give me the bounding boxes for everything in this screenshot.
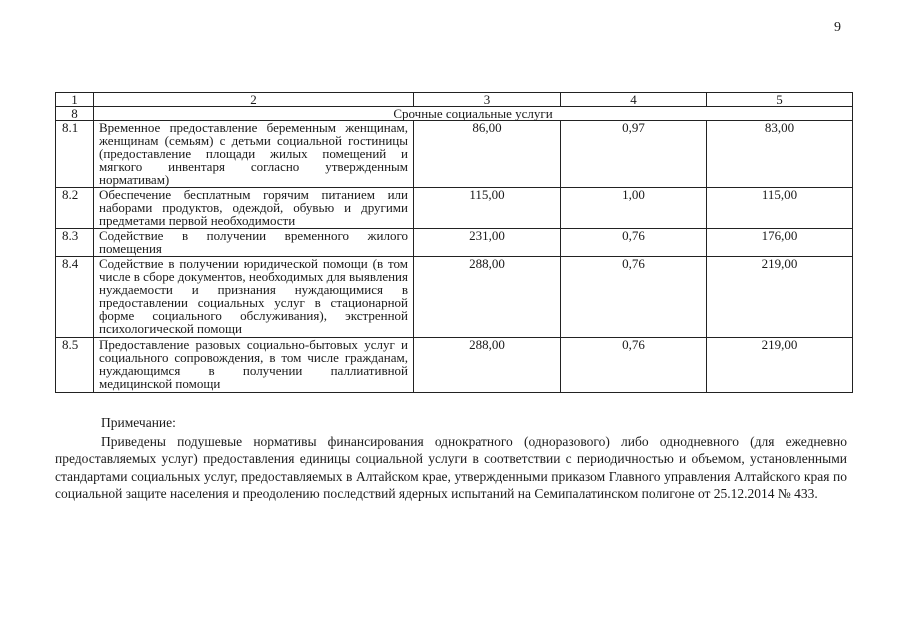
table-row	[56, 229, 853, 257]
value-col5: 83,00	[707, 121, 853, 188]
row-number: 8.2	[56, 188, 94, 229]
row-number: 8.1	[56, 121, 94, 188]
value-col5: 219,00	[707, 257, 853, 338]
header-cell: 3	[414, 93, 561, 107]
table-row	[56, 121, 853, 188]
header-cell: 2	[94, 93, 414, 107]
service-name: Временное предоставление беременным женщинам, женщинам (семьям) с детьми социальной гостиницы (предоставление площади жилых помещений и мягкого инвентаря согласно утвержденным нормативам)	[94, 121, 414, 188]
norms-table	[55, 92, 853, 393]
header-cell: 5	[707, 93, 853, 107]
value-col4: 0,76	[561, 257, 707, 338]
service-name: Предоставление разовых социально-бытовых услуг и социального сопровождения, в том числе гражданам, нуждающимся в получении паллиативной медицинской помощи	[94, 338, 414, 393]
value-col5: 219,00	[707, 338, 853, 393]
table-row	[56, 188, 853, 229]
value-col3: 288,00	[414, 338, 561, 393]
header-cell: 1	[56, 93, 94, 107]
page-number: 9	[834, 20, 841, 35]
row-number: 8.4	[56, 257, 94, 338]
value-col4: 1,00	[561, 188, 707, 229]
note-block	[55, 414, 847, 503]
service-name: Обеспечение бесплатным горячим питанием или наборами продуктов, одеждой, обувью и другими предметами первой необходимости	[94, 188, 414, 229]
note-body: Приведены подушевые нормативы финансирования однократного (одноразового) либо однодневного (для ежедневно предоставляемых услуг) предоставления единицы социальной услуги в соответствии с периодичностью и объемом, установленными стандартами социальных услуг, предоставляемых в Алтайском крае, утвержденными приказом Главного управления Алтайского края по социальной защите населения и преодолению последствий ядерных испытаний на Семипалатинском полигоне от 25.12.2014 № 433.	[55, 433, 847, 501]
row-number: 8.5	[56, 338, 94, 393]
value-col4: 0,76	[561, 338, 707, 393]
table-row	[56, 257, 853, 338]
section-row	[56, 107, 853, 121]
value-col5: 115,00	[707, 188, 853, 229]
header-cell: 4	[561, 93, 707, 107]
service-name: Содействие в получении временного жилого помещения	[94, 229, 414, 257]
table-header-row	[56, 93, 853, 107]
table-row	[56, 338, 853, 393]
value-col5: 176,00	[707, 229, 853, 257]
row-number: 8.3	[56, 229, 94, 257]
value-col3: 231,00	[414, 229, 561, 257]
value-col3: 288,00	[414, 257, 561, 338]
value-col3: 86,00	[414, 121, 561, 188]
note-title: Примечание:	[101, 415, 176, 430]
value-col4: 0,97	[561, 121, 707, 188]
section-title: Срочные социальные услуги	[94, 107, 853, 121]
section-number: 8	[56, 107, 94, 121]
value-col3: 115,00	[414, 188, 561, 229]
value-col4: 0,76	[561, 229, 707, 257]
service-name: Содействие в получении юридической помощи (в том числе в сборе документов, необходимых для выявления нуждаемости и признания нуждающимися в предоставлении социальных услуг в стационарной форме социального обслуживания), экстренной психологической помощи	[94, 257, 414, 338]
